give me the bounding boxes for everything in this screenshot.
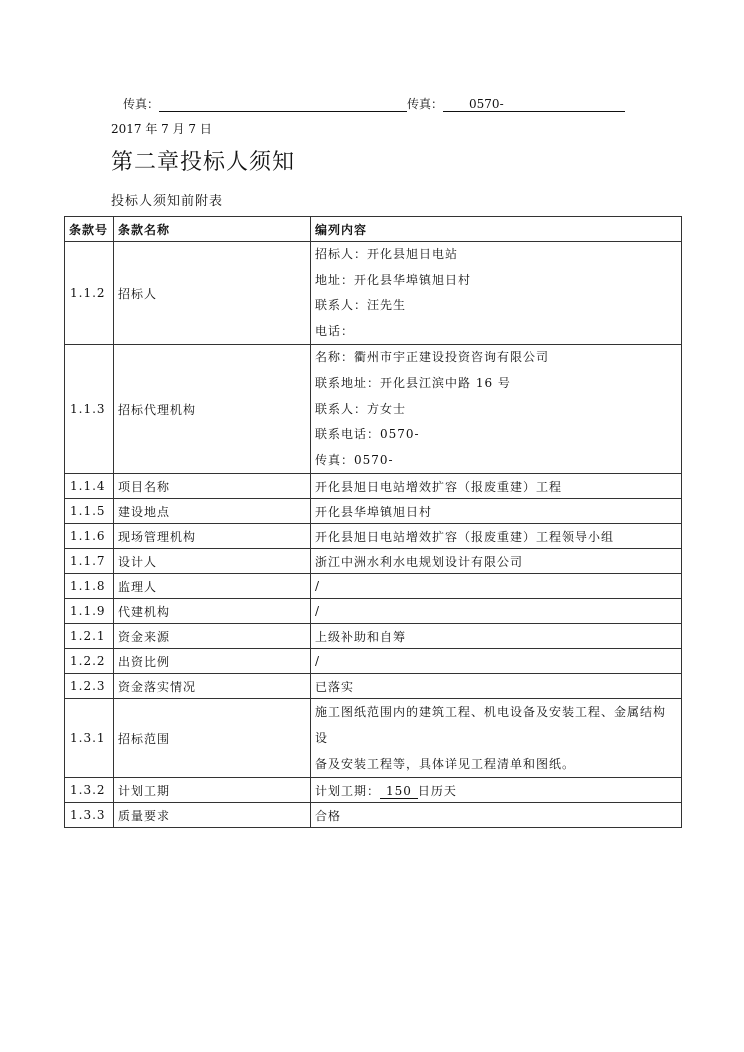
table-row (65, 699, 682, 778)
table-subtitle: 投标人须知前附表 (111, 194, 224, 209)
clause-number: 1.1.7 (65, 549, 114, 574)
clause-name: 招标范围 (114, 699, 311, 778)
column-header: 条款名称 (114, 217, 311, 242)
clause-content (311, 778, 682, 803)
table-row (65, 674, 682, 699)
clause-content (311, 242, 682, 345)
content-line: 地址：开化县华埠镇旭日村 (315, 272, 472, 287)
clause-content: / (311, 574, 682, 599)
clause-content (311, 699, 682, 778)
fax-blank-1 (159, 95, 407, 112)
content-line: 备及安装工程等，具体详见工程清单和图纸。 (315, 757, 576, 772)
clause-number: 1.1.2 (65, 242, 114, 345)
table-row (65, 524, 682, 549)
clause-content: 合格 (311, 803, 682, 828)
clause-content: 开化县旭日电站增效扩容（报废重建）工程 (311, 474, 682, 499)
table-row (65, 345, 682, 474)
column-header: 编列内容 (311, 217, 682, 242)
table-header-row (65, 217, 682, 242)
period-value: 150 (380, 784, 418, 799)
table-row (65, 599, 682, 624)
table-row (65, 549, 682, 574)
fax-line (123, 92, 625, 112)
fax-label-1: 传真： (123, 97, 160, 111)
table-row (65, 624, 682, 649)
clause-number: 1.1.8 (65, 574, 114, 599)
clause-number: 1.1.5 (65, 499, 114, 524)
clause-number: 1.3.1 (65, 699, 114, 778)
clause-content: 上级补助和自筹 (311, 624, 682, 649)
clause-number: 1.1.9 (65, 599, 114, 624)
table-row (65, 474, 682, 499)
bidding-notice-table (64, 216, 682, 828)
clause-name: 设计人 (114, 549, 311, 574)
clause-content: / (311, 599, 682, 624)
clause-name: 项目名称 (114, 474, 311, 499)
clause-content: 开化县华埠镇旭日村 (311, 499, 682, 524)
content-line: 联系人：方女士 (315, 401, 407, 416)
clause-content (311, 345, 682, 474)
period-suffix: 日历天 (417, 783, 457, 798)
clause-name: 资金来源 (114, 624, 311, 649)
content-line: 施工图纸范围内的建筑工程、机电设备及安装工程、金属结构设 (315, 705, 667, 746)
content-line: 联系电话：0570- (315, 427, 420, 442)
clause-number: 1.2.1 (65, 624, 114, 649)
period-prefix: 计划工期： (315, 783, 381, 798)
table-row (65, 499, 682, 524)
clause-name: 出资比例 (114, 649, 311, 674)
clause-number: 1.2.2 (65, 649, 114, 674)
chapter-title: 第二章投标人须知 (111, 150, 296, 175)
clause-name: 资金落实情况 (114, 674, 311, 699)
clause-content: 已落实 (311, 674, 682, 699)
clause-name: 招标代理机构 (114, 345, 311, 474)
clause-name: 计划工期 (114, 778, 311, 803)
clause-name: 监理人 (114, 574, 311, 599)
column-header: 条款号 (65, 217, 114, 242)
content-line: 传真：0570- (315, 452, 394, 467)
clause-name: 招标人 (114, 242, 311, 345)
clause-content: / (311, 649, 682, 674)
clause-number: 1.1.6 (65, 524, 114, 549)
content-line: 名称：衢州市宇正建设投资咨询有限公司 (315, 350, 550, 365)
clause-name: 质量要求 (114, 803, 311, 828)
clause-number: 1.1.3 (65, 345, 114, 474)
table-row (65, 803, 682, 828)
table-row (65, 242, 682, 345)
clause-name: 代建机构 (114, 599, 311, 624)
content-line: 联系地址：开化县江滨中路 16 号 (315, 375, 511, 390)
clause-content: 浙江中洲水利水电规划设计有限公司 (311, 549, 682, 574)
document-date: 2017 年 7 月 7 日 (111, 122, 212, 136)
table-row (65, 778, 682, 803)
clause-name: 现场管理机构 (114, 524, 311, 549)
clause-name: 建设地点 (114, 499, 311, 524)
fax-value-2: 0570- (443, 96, 625, 112)
table-row (65, 649, 682, 674)
clause-number: 1.3.2 (65, 778, 114, 803)
table-row (65, 574, 682, 599)
clause-number: 1.3.3 (65, 803, 114, 828)
fax-label-2: 传真： (407, 97, 444, 111)
content-line: 招标人：开化县旭日电站 (315, 247, 459, 261)
clause-number: 1.1.4 (65, 474, 114, 499)
clause-content: 开化县旭日电站增效扩容（报废重建）工程领导小组 (311, 524, 682, 549)
clause-number: 1.2.3 (65, 674, 114, 699)
content-line: 联系人：汪先生 (315, 298, 407, 313)
content-line: 电话： (315, 323, 355, 338)
